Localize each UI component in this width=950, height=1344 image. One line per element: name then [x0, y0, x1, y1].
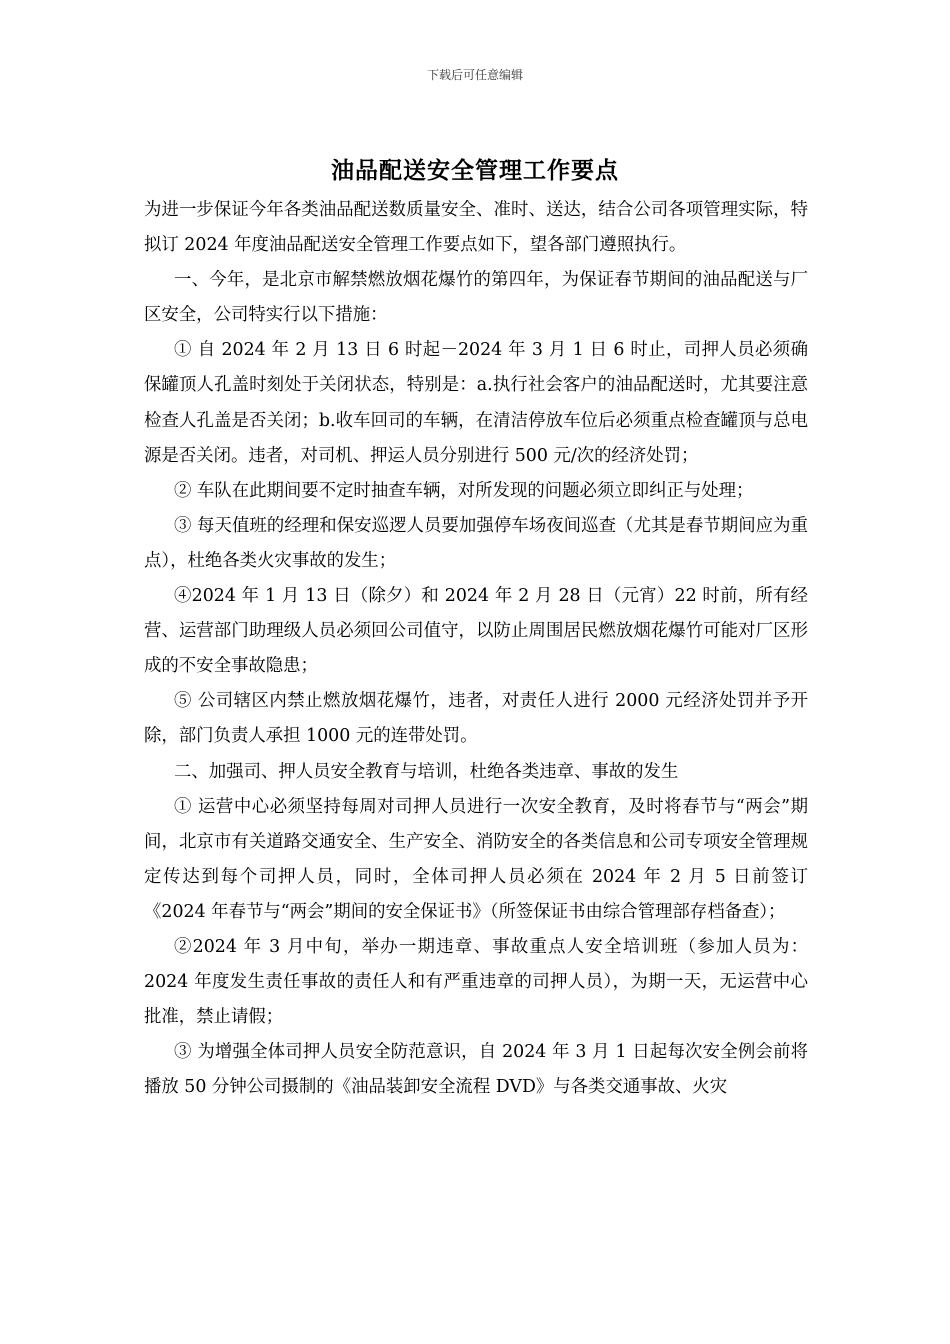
header-note: 下载后可任意编辑: [426, 68, 523, 82]
section-1-heading: 一、今年，是北京市解禁燃放烟花爆竹的第四年，为保证春节期间的油品配送与厂区安全，公司特实行以下措施：: [144, 270, 808, 326]
section-1-item-4: ④2024 年 1 月 13 日（除夕）和 2024 年 2 月 28 日（元宵）22 时前，所有经营、运营部门助理级人员必须回公司值守，以防止周围居民燃放烟花爆竹可能对厂区形成的不安全事故隐患；: [144, 586, 808, 677]
section-1-item-5: ⑤ 公司辖区内禁止燃放烟花爆竹，违者，对责任人进行 2000 元经济处罚并予开除，部门负责人承担 1000 元的连带处罚。: [144, 691, 808, 747]
section-2-item-2: ②2024 年 3 月中旬，举办一期违章、事故重点人安全培训班（参加人员为：2024 年度发生责任事故的责任人和有严重违章的司押人员），为期一天，无运营中心批准，禁止请假；: [144, 936, 808, 1028]
section-1-item-2: ② 车队在此期间要不定时抽查车辆，对所发现的问题必须立即纠正与处理；: [174, 480, 754, 501]
section-1-item-1: ① 自 2024 年 2 月 13 日 6 时起－2024 年 3 月 1 日 6 时止，司押人员必须确保罐顶人孔盖时刻处于关闭状态，特别是：a.执行社会客户的油品配送时，尤其要注意检查人孔盖是否关闭；b.收车回司的车辆，在清洁停放车位后必须重点检查罐顶与总电源是否关闭。违者，对司机、押运人员分别进行 500 元/次的经济处罚；: [144, 340, 808, 466]
section-2-item-1: ① 运营中心必须坚持每周对司押人员进行一次安全教育，及时将春节与“两会”期间，北京市有关道路交通安全、生产安全、消防安全的各类信息和公司专项安全管理规定传达到每个司押人员，同时，全体司押人员必须在 2024 年 2 月 5 日前签订《2024 年春节与“两会”期间的安全保证书》（所签保证书由综合管理部存档备查）；: [144, 796, 808, 922]
document-title: 油品配送安全管理工作要点: [331, 157, 619, 184]
document-body: [144, 193, 808, 1105]
intro-paragraph: 为进一步保证今年各类油品配送数质量安全、准时、送达，结合公司各项管理实际，特拟订 2024 年度油品配送安全管理工作要点如下，望各部门遵照执行。: [144, 200, 808, 256]
section-1-item-3: ③ 每天值班的经理和保安巡逻人员要加强停车场夜间巡查（尤其是春节期间应为重点），杜绝各类火灾事故的发生；: [144, 515, 808, 571]
section-2-heading: 二、加强司、押人员安全教育与培训，杜绝各类违章、事故的发生: [174, 761, 679, 782]
section-2-item-3: ③ 为增强全体司押人员安全防范意识，自 2024 年 3 月 1 日起每次安全例会前将播放 50 分钟公司摄制的《油品装卸安全流程 DVD》与各类交通事故、火灾: [144, 1042, 808, 1098]
